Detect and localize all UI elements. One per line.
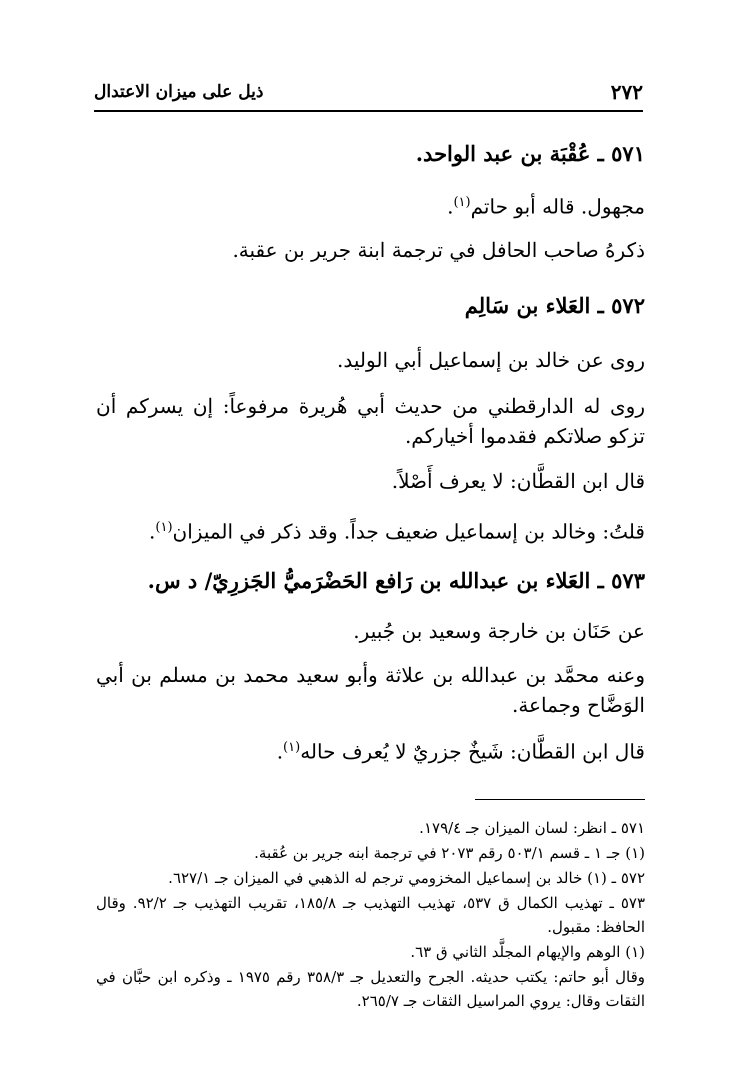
footnote-rule bbox=[475, 799, 645, 800]
entry-571-line-2: ذكرهُ صاحب الحافل في ترجمة ابنة جرير بن عقبة. bbox=[232, 238, 645, 262]
footnote-573-1: (١) الوهم والإيهام المجلَّد الثاني ق ٦٣. bbox=[410, 943, 645, 961]
footnote-571: ٥٧١ ـ انظر: لسان الميزان جـ ١٧٩/٤. bbox=[419, 819, 645, 837]
footnote-ref: (١) bbox=[283, 740, 301, 755]
entry-572-line-1: روى عن خالد بن إسماعيل أبي الوليد. bbox=[337, 348, 645, 372]
entry-573-heading: ٥٧٣ ـ العَلاء بن عبدالله بن رَافع الحَضْرَميُّ الجَزرِيّ/ د س. bbox=[147, 568, 645, 593]
entry-572-line-3: قال ابن القطَّان: لا يعرف أَصْلاً. bbox=[391, 469, 645, 493]
entry-572-heading: ٥٧٢ ـ العَلاء بن سَالِم bbox=[464, 293, 645, 318]
footnote-571-1: (١) جـ ١ ـ قسم ٥٠٣/١ رقم ٢٠٧٣ في ترجمة ابنه جرير بن عُقبة. bbox=[254, 844, 645, 862]
entry-572-line-4: قلتُ: وخالد بن إسماعيل ضعيف جداً. وقد ذكر في الميزان$^{(١)}$. bbox=[149, 519, 645, 544]
entry-572-line-2: روى له الدارقطني من حديث أبي هُريرة مرفوعاً: إن يسركم أن تزكو صلاتكم فقدموا أخياركم. bbox=[96, 394, 645, 448]
entry-571-heading: ٥٧١ ـ عُقْبَة بن عبد الواحد. bbox=[415, 141, 645, 166]
entry-573-line-2: وعنه محمَّد بن عبدالله بن علاثة وأبو سعيد محمد بن مسلم بن أبي الوَضَّاح وجماعة. bbox=[96, 663, 645, 717]
running-title: ذيل على ميزان الاعتدال bbox=[94, 82, 264, 102]
entry-573-line-3: قال ابن القطَّان: شَيخٌ جزريٌ لا يُعرف حاله$^{(١)}$. bbox=[276, 739, 645, 764]
entry-571-line-1: مجهول. قاله أبو حاتم$^{(١)}$. bbox=[447, 194, 645, 219]
header-rule bbox=[94, 110, 643, 112]
footnote-573: ٥٧٣ ـ تهذيب الكمال ق ٥٣٧، تهذيب التهذيب جـ ١٨٥/٨، تقريب التهذيب جـ ٩٢/٢. وقال الحافظ: مقبول. bbox=[96, 894, 645, 936]
footnote-ref: (١) bbox=[453, 195, 471, 210]
footnote-573-2: وقال أبو حاتم: يكتب حديثه. الجرح والتعديل جـ ٣٥٨/٣ رقم ١٩٧٥ ـ وذكره ابن حبَّان في الثقات وقال: يروي المراسيل الثقات جـ ٢٦٥/٧. bbox=[96, 968, 645, 1010]
entry-573-line-1: عن حَنَان بن خارجة وسعيد بن جُبير. bbox=[353, 619, 645, 643]
page-number: ٢٧٢ bbox=[610, 80, 643, 104]
footnote-572-1: ٥٧٢ ـ (١) خالد بن إسماعيل المخزومي ترجم له الذهبي في الميزان جـ ٦٢٧/١. bbox=[168, 869, 645, 887]
footnote-ref: (١) bbox=[155, 520, 173, 535]
page-header bbox=[94, 80, 643, 108]
